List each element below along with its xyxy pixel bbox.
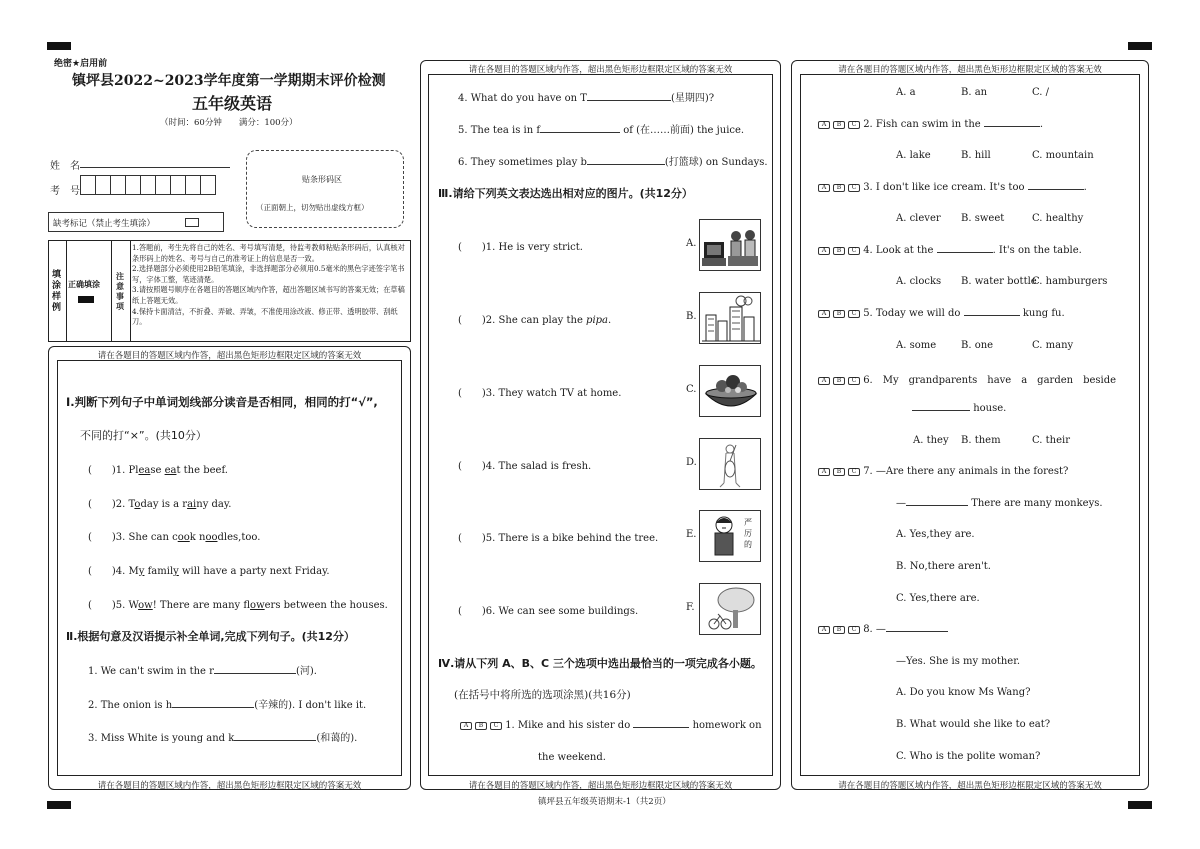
- answer-bubbles[interactable]: A B C: [818, 626, 860, 634]
- choice-question: A B C 2. Fish can swim in the .: [818, 119, 1043, 130]
- option-a: A. Yes,they are.: [896, 529, 975, 540]
- answer-blank[interactable]: [906, 505, 968, 506]
- option-a: A. a: [896, 87, 916, 98]
- option-b: B. What would she like to eat?: [896, 719, 1051, 730]
- part4-title: Ⅳ.请从下列 A、B、C 三个选项中选出最恰当的一项完成各小题。: [438, 657, 762, 670]
- choice-question-cont: —Yes. She is my mother.: [896, 656, 1021, 667]
- part1-item: ( )3. She can cook noodles,too.: [88, 532, 261, 543]
- answer-area-notice: 请在各题目的答题区域内作答，超出黑色矩形边框限定区域的答案无效: [468, 781, 733, 791]
- part1-item: ( )1. Please eat the beef.: [88, 465, 228, 476]
- part1-item: ( )2. Today is a rainy day.: [88, 499, 232, 510]
- answer-blank[interactable]: [964, 315, 1020, 316]
- answer-area-notice: 请在各题目的答题区域内作答，超出黑色矩形边框限定区域的答案无效: [838, 781, 1102, 791]
- option-c: C. /: [1032, 87, 1050, 98]
- answer-blank[interactable]: [540, 132, 620, 133]
- note-item: 3.请按照题号顺序在各题目的答题区域内作答，超出答题区域书写的答案无效；在草稿纸上答题无效。: [132, 285, 405, 305]
- answer-blank[interactable]: [886, 631, 948, 632]
- registration-mark: [47, 801, 71, 809]
- note-item: 2.选择题部分必须使用2B铅笔填涂，非选择题部分必须用0.5毫米的黑色字迹签字笔书写，字体工整，笔迹清楚。: [132, 264, 405, 284]
- option-c: C. Who is the polite woman?: [896, 751, 1041, 762]
- option-a: A. clocks: [896, 276, 942, 287]
- answer-area-notice: 请在各题目的答题区域内作答，超出黑色矩形边框限定区域的答案无效: [97, 781, 362, 791]
- barcode-note: （正面朝上，切勿贴出虚线方框）: [256, 203, 369, 212]
- option-b: B. hill: [961, 150, 991, 161]
- exam-meta: （时间：60分钟 满分：100分）: [160, 118, 298, 128]
- name-label: 姓 名: [50, 161, 80, 172]
- option-b: B. an: [961, 87, 988, 98]
- registration-mark: [47, 42, 71, 50]
- answer-bubbles[interactable]: A B C: [818, 184, 860, 192]
- exam-title: 镇坪县2022~2023学年度第一学期期末评价检测: [72, 73, 386, 89]
- answer-area-notice: 请在各题目的答题区域内作答，超出黑色矩形边框限定区域的答案无效: [97, 351, 362, 361]
- answer-area-notice: 请在各题目的答题区域内作答，超出黑色矩形边框限定区域的答案无效: [468, 65, 733, 75]
- option-c: C. their: [1032, 435, 1071, 446]
- choice-question-cont: the weekend.: [538, 752, 606, 763]
- part2-item: 2. The onion is h (辛辣的). I don't like it.: [88, 700, 367, 711]
- buildings-picture: [699, 292, 761, 344]
- notes-text: [132, 243, 408, 328]
- option-a: A. Do you know Ms Wang?: [896, 687, 1031, 698]
- option-a: A. some: [896, 340, 937, 351]
- picture-letter: F.: [686, 602, 695, 613]
- part1-title: Ⅰ.判断下列句子中单词划线部分读音是否相同，相同的打“√”,: [66, 395, 378, 409]
- part2-item: 5. The tea is in f of (在……前面) the juice.: [458, 125, 745, 136]
- part3-item: ( )5. There is a bike behind the tree.: [458, 533, 659, 544]
- salad-bowl-picture: [699, 365, 761, 417]
- answer-bubbles[interactable]: A B C: [818, 121, 860, 129]
- choice-question-cont: — There are many monkeys.: [896, 498, 1103, 509]
- part1-item: ( )5. Wow! There are many flowers between the houses.: [88, 600, 388, 611]
- picture-letter: B.: [686, 311, 697, 322]
- option-b: B. No,there aren't.: [896, 561, 991, 572]
- option-b: B. them: [961, 435, 1001, 446]
- answer-blank[interactable]: [937, 252, 993, 253]
- barcode-title: 贴条形码区: [302, 175, 342, 184]
- notes-label: 注意事项: [116, 272, 124, 311]
- choice-question: A B C 5. Today we will do kung fu.: [818, 308, 1065, 319]
- answer-blank[interactable]: [984, 126, 1040, 127]
- part1-item: ( )4. My family will have a party next Friday.: [88, 566, 330, 577]
- strict-teacher-picture: [699, 510, 761, 562]
- bike-tree-picture: [699, 583, 761, 635]
- part2-item: 6. They sometimes play b (打篮球) on Sundays.: [458, 157, 768, 168]
- registration-mark: [1128, 801, 1152, 809]
- choice-question: A B C 7. —Are there any animals in the forest?: [818, 466, 1068, 477]
- answer-blank[interactable]: [234, 740, 316, 741]
- picture-letter: D.: [686, 457, 697, 468]
- choice-question: A B C 1. Mike and his sister do homework on: [460, 720, 762, 731]
- page-footer: 镇坪县五年级英语期末-1（共2页）: [538, 797, 671, 807]
- option-a: A. clever: [896, 213, 941, 224]
- choice-question: A B C 4. Look at the . It's on the table.: [818, 245, 1082, 256]
- filled-bubble-sample: [78, 296, 94, 303]
- note-item: 4.保持卡面清洁，不折叠、弄破、弄皱，不准使用涂改液、修正带、透明胶带、刮纸刀。: [132, 306, 398, 327]
- option-b: B. sweet: [961, 213, 1005, 224]
- absent-label: 缺考标记（禁止考生填涂）: [53, 219, 156, 229]
- note-item: 1.答题前，考生先将自己的姓名、考号填写清楚，待监考教师粘贴条形码后，认真核对条形码上的姓名、考号与自己的准考证上的信息是否一致。: [132, 243, 405, 263]
- picture-letter: E.: [686, 529, 697, 540]
- part3-item: ( )3. They watch TV at home.: [458, 388, 622, 399]
- subject-title: 五年级英语: [192, 94, 273, 113]
- strict-caption: 严厉的: [744, 518, 752, 549]
- answer-area-notice: 请在各题目的答题区域内作答，超出黑色矩形边框限定区域的答案无效: [838, 65, 1102, 75]
- option-c: C. mountain: [1032, 150, 1094, 161]
- id-boxes[interactable]: [80, 175, 215, 195]
- answer-blank[interactable]: [1028, 189, 1084, 190]
- part2-item: 1. We can't swim in the r (河).: [88, 666, 317, 677]
- part3-title: Ⅲ.请给下列英文表达选出相对应的图片。(共12分）: [438, 187, 693, 200]
- choice-question-cont: house.: [912, 403, 1006, 414]
- option-c: C. hamburgers: [1032, 276, 1108, 287]
- part3-item: ( )6. We can see some buildings.: [458, 606, 639, 617]
- choice-question: A B C 8. —: [818, 624, 948, 635]
- part1-title-cont: 不同的打“×”。(共10分）: [80, 429, 207, 442]
- correct-fill-label: 正确填涂: [68, 280, 100, 289]
- registration-mark: [1128, 42, 1152, 50]
- id-label: 考 号: [50, 186, 80, 197]
- part2-item: 4. What do you have on T (星期四)?: [458, 93, 715, 104]
- option-c: C. healthy: [1032, 213, 1084, 224]
- absent-bubble[interactable]: [185, 218, 199, 227]
- option-c: C. many: [1032, 340, 1074, 351]
- tv-family-picture: [699, 219, 761, 271]
- option-b: B. one: [961, 340, 994, 351]
- option-a: A. lake: [896, 150, 931, 161]
- fill-sample-label: 填涂样例: [52, 270, 62, 313]
- answer-bubbles[interactable]: A B C: [818, 468, 860, 476]
- answer-blank[interactable]: [172, 707, 254, 708]
- picture-letter: C.: [686, 384, 697, 395]
- part3-item: ( )4. The salad is fresh.: [458, 461, 592, 472]
- name-line[interactable]: [80, 167, 230, 168]
- part2-title: Ⅱ.根据句意及汉语提示补全单词,完成下列句子。(共12分）: [66, 630, 355, 643]
- answer-blank[interactable]: [214, 673, 296, 674]
- barcode-area: [246, 150, 404, 228]
- picture-letter: A.: [686, 238, 697, 249]
- choice-question: A B C 3. I don't like ice cream. It's too .: [818, 182, 1087, 193]
- part3-item: ( )2. She can play the pipa.: [458, 315, 612, 326]
- answer-blank[interactable]: [587, 164, 665, 165]
- part3-item: ( )1. He is very strict.: [458, 242, 583, 253]
- answer-bubbles[interactable]: A B C: [818, 310, 860, 318]
- answer-bubbles[interactable]: A B C: [460, 722, 502, 730]
- answer-blank[interactable]: [633, 727, 689, 728]
- option-a: A. they: [913, 435, 949, 446]
- panel-inner-border: [800, 74, 1140, 776]
- answer-bubbles[interactable]: A B C: [818, 247, 860, 255]
- option-b: B. water bottle: [961, 276, 1037, 287]
- answer-bubbles[interactable]: A B C: [818, 377, 860, 385]
- secret-label: 绝密★启用前: [54, 59, 108, 69]
- part4-instruction: (在括号中将所选的选项涂黑)(共16分): [454, 689, 631, 701]
- option-c: C. Yes,there are.: [896, 593, 980, 604]
- part2-item: 3. Miss White is young and k (和蔼的).: [88, 733, 358, 744]
- answer-blank[interactable]: [587, 100, 671, 101]
- answer-blank[interactable]: [912, 410, 970, 411]
- pipa-player-picture: [699, 438, 761, 490]
- choice-question: A B C 6. My grandparents have a garden beside: [818, 371, 1116, 386]
